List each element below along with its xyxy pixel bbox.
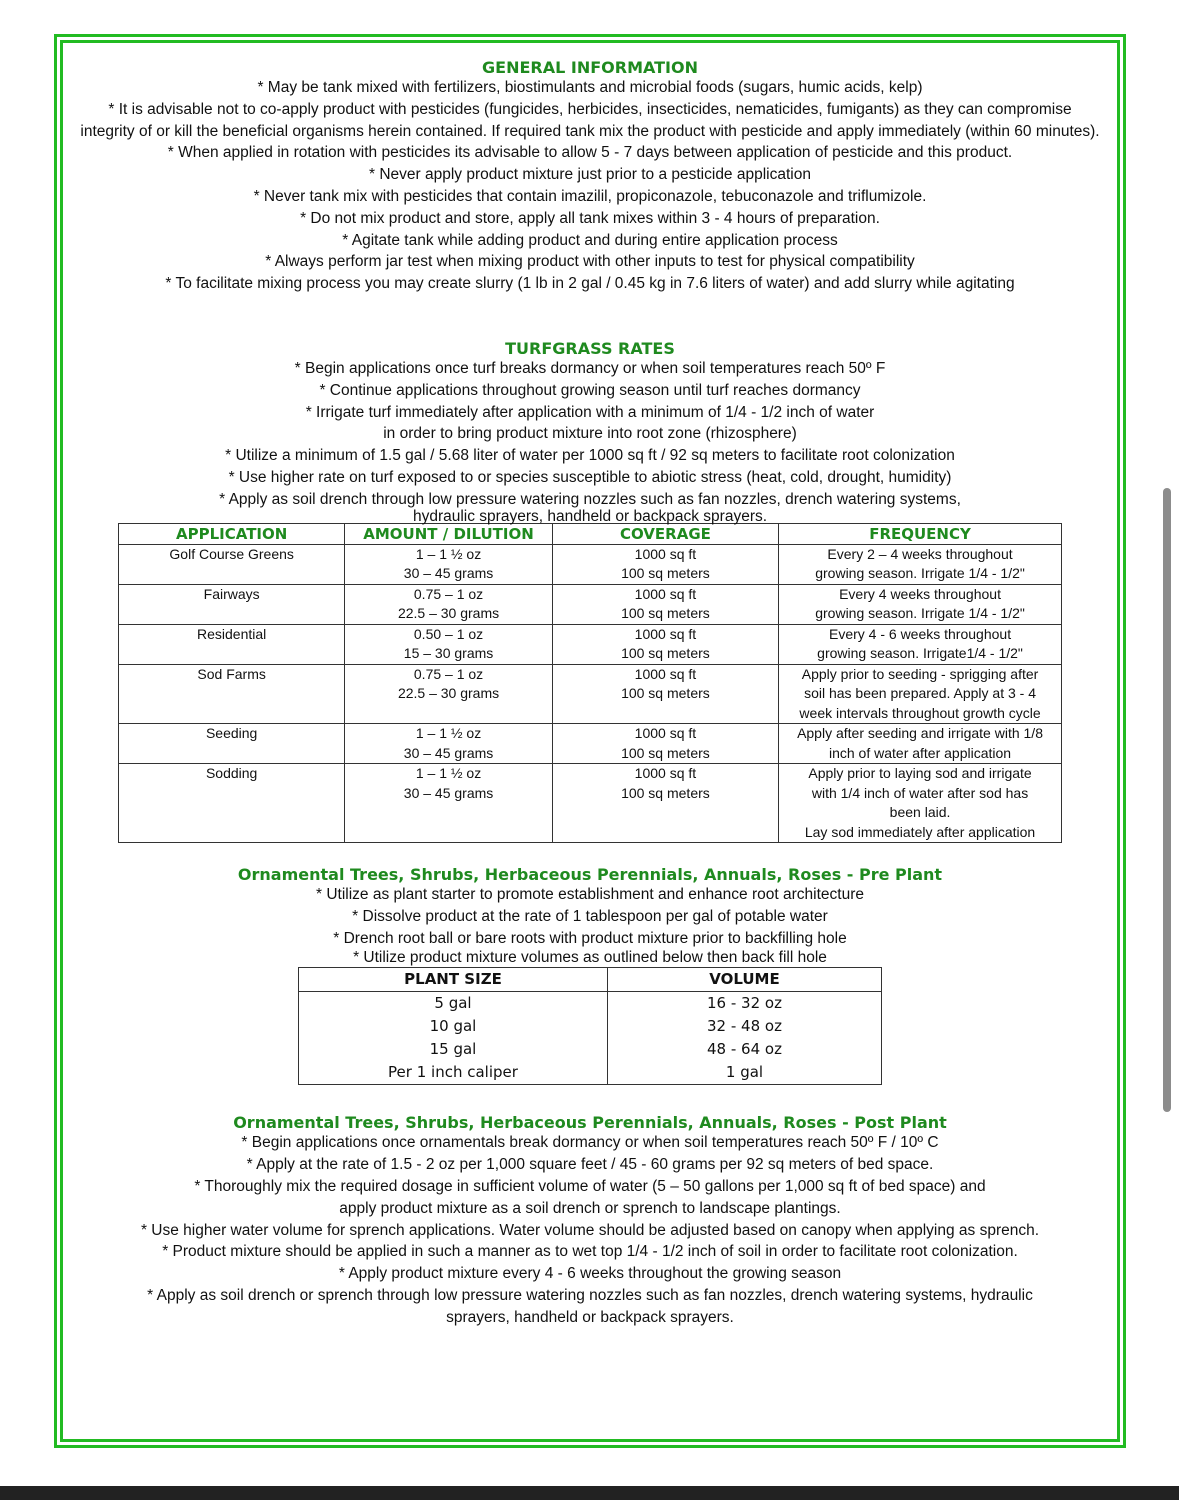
table-header-row [299, 968, 882, 992]
frequency-line: been laid. [889, 804, 951, 821]
post-plant-line: * Thoroughly mix the required dosage in sufficient volume of water (5 – 50 gallons per 1,000 sq ft of bed space) and [194, 1178, 986, 1196]
cell-frequency [779, 724, 1062, 764]
coverage-line: 100 sq meters [621, 605, 710, 622]
pre-plant-line: * Dissolve product at the rate of 1 tablespoon per gal of potable water [352, 907, 828, 925]
turf-line: * Use higher rate on turf exposed to or species susceptible to abiotic stress (heat, cold, drought, humidity) [228, 468, 952, 486]
cell-plant-size: Per 1 inch caliper [299, 1061, 608, 1085]
cell-volume: 32 - 48 oz [607, 1015, 881, 1038]
frequency-line: week intervals throughout growth cycle [799, 704, 1041, 721]
general-line: * Always perform jar test when mixing product with other inputs to test for physical compatibility [265, 253, 915, 271]
post-plant-line: * Product mixture should be applied in such a manner as to wet top 1/4 - 1/2 inch of soil in order to facilitate root colonization. [162, 1243, 1018, 1261]
cell-coverage [552, 724, 778, 764]
cell-amount [345, 624, 552, 664]
general-information-section [60, 58, 1120, 295]
amount-line: 1 – 1 ½ oz [415, 725, 482, 742]
header-amount: AMOUNT / DILUTION [345, 523, 552, 544]
coverage-line: 100 sq meters [621, 784, 710, 801]
coverage-line: 1000 sq ft [634, 585, 697, 602]
cell-frequency [779, 584, 1062, 624]
cell-frequency [779, 764, 1062, 843]
amount-line: 1 – 1 ½ oz [415, 545, 482, 562]
coverage-line: 1000 sq ft [634, 725, 697, 742]
amount-line: 15 – 30 grams [403, 645, 494, 662]
table-row [299, 1015, 882, 1038]
coverage-line: 1000 sq ft [634, 545, 697, 562]
cell-volume: 16 - 32 oz [607, 992, 881, 1016]
post-plant-line: * Use higher water volume for sprench applications. Water volume should be adjusted based on canopy when applying as sprench. [140, 1221, 1040, 1239]
frequency-line: growing season. Irrigate1/4 - 1/2" [817, 645, 1023, 662]
cell-plant-size: 5 gal [299, 992, 608, 1016]
pre-plant-title: Ornamental Trees, Shrubs, Herbaceous Perennials, Annuals, Roses - Pre Plant [237, 865, 943, 885]
table-row [119, 544, 1062, 584]
header-coverage: COVERAGE [552, 523, 778, 544]
cell-plant-size: 10 gal [299, 1015, 608, 1038]
coverage-line: 100 sq meters [621, 565, 710, 582]
cell-volume: 1 gal [607, 1061, 881, 1085]
cell-application: Golf Course Greens [119, 544, 345, 584]
general-line: * Never apply product mixture just prior to a pesticide application [369, 166, 811, 184]
post-plant-line: * Begin applications once ornamentals break dormancy or when soil temperatures reach 50º F / 10º C [241, 1134, 939, 1152]
cell-amount [345, 544, 552, 584]
turf-line: * Continue applications throughout growing season until turf reaches dormancy [319, 381, 861, 399]
vertical-scrollbar[interactable] [1163, 488, 1171, 1112]
header-frequency: FREQUENCY [779, 523, 1062, 544]
frequency-line: Every 2 – 4 weeks throughout [827, 545, 1013, 562]
cell-coverage [552, 664, 778, 724]
post-plant-line: apply product mixture as a soil drench or sprench to landscape plantings. [339, 1199, 841, 1217]
turf-line: hydraulic sprayers, handheld or backpack sprayers. [412, 507, 768, 525]
cell-amount [345, 664, 552, 724]
turf-line: in order to bring product mixture into root zone (rhizosphere) [383, 425, 797, 443]
table-row [119, 624, 1062, 664]
coverage-line: 1000 sq ft [634, 625, 697, 642]
general-line: * It is advisable not to co-apply product with pesticides (fungicides, herbicides, insecticides, nematicides, fumigants) as they can compromise [108, 100, 1072, 118]
cell-frequency [779, 624, 1062, 664]
frequency-line: with 1/4 inch of water after sod has [811, 784, 1029, 801]
turf-line: * Irrigate turf immediately after application with a minimum of 1/4 - 1/2 inch of water [305, 403, 875, 421]
amount-line: 0.75 – 1 oz [413, 585, 484, 602]
general-line: * Never tank mix with pesticides that contain imazilil, propiconazole, tebuconazole and triflumizole. [253, 187, 927, 205]
coverage-line: 100 sq meters [621, 685, 710, 702]
amount-line: 0.50 – 1 oz [413, 625, 484, 642]
cell-application: Sodding [119, 764, 345, 843]
cell-coverage [552, 584, 778, 624]
post-plant-line: * Apply as soil drench or sprench through low pressure watering nozzles such as fan nozzles, drench watering systems, hydraulic [147, 1287, 1033, 1305]
frequency-line: Every 4 weeks throughout [839, 585, 1001, 602]
cell-application: Seeding [119, 724, 345, 764]
plant-size-table [298, 967, 882, 1085]
general-information-lines [60, 77, 1120, 295]
pre-plant-line: * Drench root ball or bare roots with product mixture prior to backfilling hole [333, 929, 847, 947]
pre-plant-section [60, 865, 1120, 1085]
frequency-line: inch of water after application [828, 744, 1012, 761]
frequency-line: Lay sod immediately after application [804, 823, 1036, 840]
frequency-line: Apply after seeding and irrigate with 1/8 [797, 725, 1043, 742]
table-row [119, 764, 1062, 843]
frequency-line: Every 4 - 6 weeks throughout [828, 625, 1012, 642]
table-row [299, 1038, 882, 1061]
post-plant-line: sprayers, handheld or backpack sprayers. [446, 1308, 734, 1326]
bottom-edge-bar [0, 1486, 1179, 1500]
cell-application: Sod Farms [119, 664, 345, 724]
table-row [119, 664, 1062, 724]
coverage-line: 1000 sq ft [634, 765, 697, 782]
frequency-line: Apply prior to seeding - sprigging after [801, 665, 1039, 682]
turfgrass-section [60, 339, 1120, 843]
table-header-row [119, 523, 1062, 544]
cell-application: Residential [119, 624, 345, 664]
turfgrass-title: TURFGRASS RATES [505, 338, 675, 358]
cell-application: Fairways [119, 584, 345, 624]
coverage-line: 1000 sq ft [634, 665, 697, 682]
general-information-title: GENERAL INFORMATION [482, 58, 698, 77]
general-line: * Agitate tank while adding product and during entire application process [342, 231, 838, 249]
turf-line: * Begin applications once turf breaks dormancy or when soil temperatures reach 50º F [294, 359, 886, 377]
post-plant-lines [60, 1132, 1120, 1328]
cell-volume: 48 - 64 oz [607, 1038, 881, 1061]
post-plant-section [60, 1113, 1120, 1328]
general-line: * To facilitate mixing process you may create slurry (1 lb in 2 gal / 0.45 kg in 7.6 liters of water) and add slurry while agitating [165, 275, 1015, 293]
frequency-line: growing season. Irrigate 1/4 - 1/2" [815, 565, 1025, 582]
cell-amount [345, 724, 552, 764]
frequency-line: Apply prior to laying sod and irrigate [808, 765, 1032, 782]
amount-line: 0.75 – 1 oz [413, 665, 484, 682]
general-line: integrity of or kill the beneficial organisms herein contained. If required tank mix the product with pesticide and apply immediately (within 60 minutes). [80, 122, 1100, 140]
turf-line: * Utilize a minimum of 1.5 gal / 5.68 liter of water per 1000 sq ft / 92 sq meters to facilitate root colonization [225, 447, 955, 465]
general-line: * When applied in rotation with pesticides its advisable to allow 5 - 7 days between application of pesticide and this product. [167, 144, 1013, 162]
general-line: * Do not mix product and store, apply all tank mixes within 3 - 4 hours of preparation. [300, 209, 880, 227]
post-plant-line: * Apply at the rate of 1.5 - 2 oz per 1,000 square feet / 45 - 60 grams per 92 sq meters of bed space. [246, 1156, 934, 1174]
cell-amount [345, 764, 552, 843]
pre-plant-lines [60, 884, 1120, 967]
cell-amount [345, 584, 552, 624]
table-row [299, 1061, 882, 1085]
cell-frequency [779, 664, 1062, 724]
document-content [60, 58, 1120, 1329]
turfgrass-table [118, 523, 1062, 844]
table-row [119, 724, 1062, 764]
amount-line: 22.5 – 30 grams [397, 605, 500, 622]
post-plant-title: Ornamental Trees, Shrubs, Herbaceous Perennials, Annuals, Roses - Post Plant [233, 1113, 947, 1133]
turf-line: * Apply as soil drench through low pressure watering nozzles such as fan nozzles, drench watering systems, [219, 490, 961, 508]
cell-plant-size: 15 gal [299, 1038, 608, 1061]
turfgrass-lines [60, 358, 1120, 523]
cell-frequency [779, 544, 1062, 584]
header-plant-size: PLANT SIZE [299, 968, 608, 992]
coverage-line: 100 sq meters [621, 744, 710, 761]
amount-line: 22.5 – 30 grams [397, 685, 500, 702]
table-row [119, 584, 1062, 624]
frequency-line: growing season. Irrigate 1/4 - 1/2" [815, 605, 1025, 622]
header-volume: VOLUME [607, 968, 881, 992]
cell-coverage [552, 764, 778, 843]
general-line: * May be tank mixed with fertilizers, biostimulants and microbial foods (sugars, humic acids, kelp) [257, 79, 923, 96]
cell-coverage [552, 544, 778, 584]
post-plant-line: * Apply product mixture every 4 - 6 weeks throughout the growing season [338, 1265, 842, 1283]
pre-plant-line: * Utilize as plant starter to promote establishment and enhance root architecture [316, 886, 864, 904]
header-application: APPLICATION [119, 523, 345, 544]
frequency-line: soil has been prepared. Apply at 3 - 4 [804, 685, 1036, 702]
amount-line: 30 – 45 grams [403, 784, 494, 801]
amount-line: 1 – 1 ½ oz [415, 765, 482, 782]
amount-line: 30 – 45 grams [403, 565, 494, 582]
cell-coverage [552, 624, 778, 664]
coverage-line: 100 sq meters [621, 645, 710, 662]
table-row [299, 992, 882, 1016]
pre-plant-line: * Utilize product mixture volumes as outlined below then back fill hole [353, 949, 827, 967]
amount-line: 30 – 45 grams [403, 744, 494, 761]
